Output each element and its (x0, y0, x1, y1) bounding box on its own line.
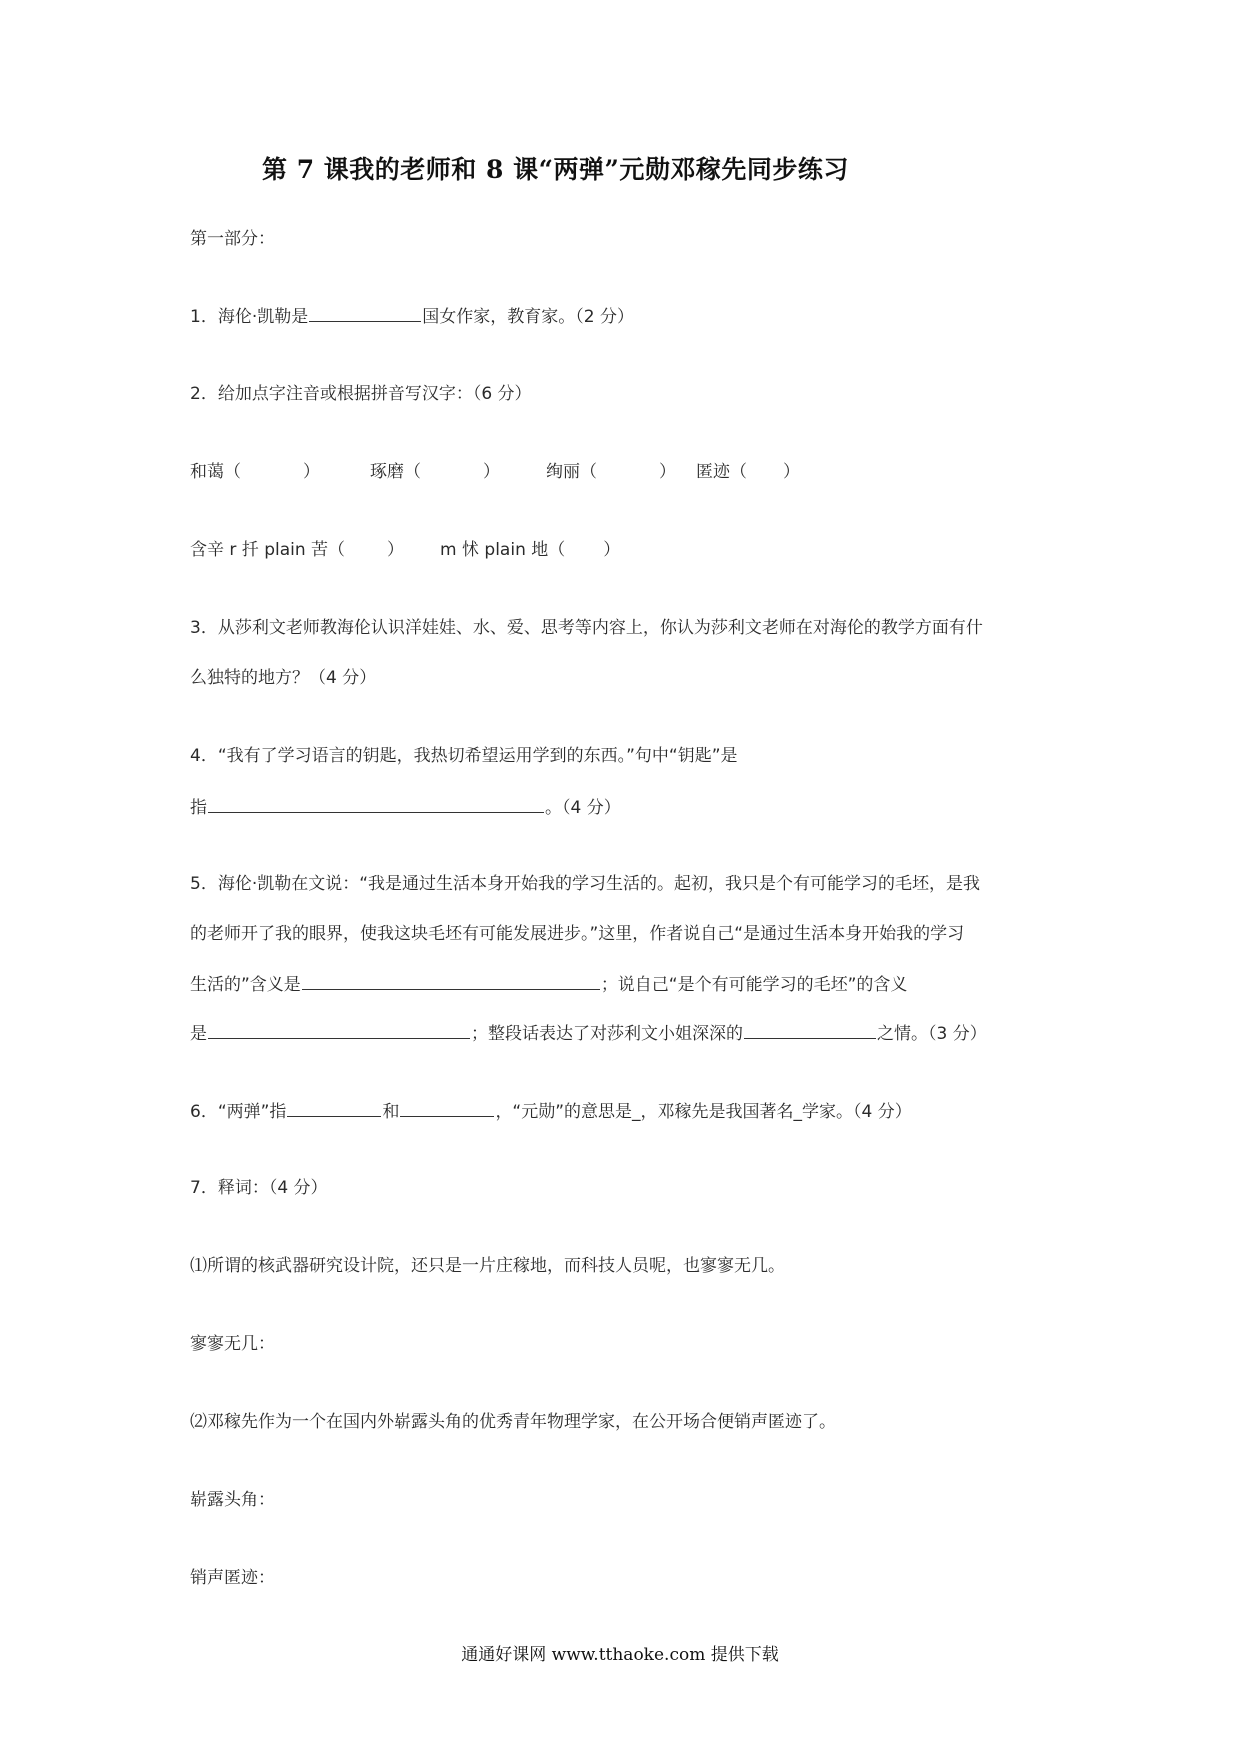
question-7: 7．释词：（4 分） (190, 1178, 328, 1198)
question-5-line-4 (190, 1021, 987, 1045)
question-5-part-b: ；说自己“是个有可能学习的毛坯”的含义 (600, 975, 908, 995)
word-mo-close: ） (603, 540, 621, 560)
question-5-line-1: 5．海伦·凯勒在文说：“我是通过生活本身开始我的学习生活的。起初，我只是个有可能学习的毛坯，是我 (190, 874, 981, 894)
word-mo: m 怵 plain 地（ (440, 540, 566, 560)
footer-credit: 通通好课网 www.tthaoke.com 提供下载 (461, 1645, 779, 1665)
question-5-part-d: ；整段话表达了对莎利文小姐深深的 (471, 1024, 743, 1044)
question-5-line-3 (190, 972, 907, 996)
section-label: 第一部分： (190, 229, 275, 249)
question-2: 2．给加点字注音或根据拼音写汉字：（6 分） (190, 384, 532, 404)
answer-blank-4[interactable] (208, 795, 544, 813)
question-6 (190, 1099, 912, 1123)
answer-blank-6b[interactable] (400, 1099, 494, 1117)
question-7-term-2: 崭露头角： (190, 1490, 275, 1510)
question-5-part-a: 生活的”含义是 (190, 975, 301, 995)
question-6-part-a: 6．“两弹”指 (190, 1102, 287, 1122)
word-heai-close: ） (303, 462, 320, 482)
question-7-sentence-1: ⑴所谓的核武器研究设计院，还只是一片庄稼地，而科技人员呢，也寥寥无几。 (190, 1256, 785, 1276)
question-1-text: 1．海伦·凯勒是 (190, 307, 309, 327)
word-zhuomo: 琢磨（ (370, 462, 421, 482)
question-6-part-c: ，“元勋”的意思是_，邓稼先是我国著名_学家。（4 分） (495, 1102, 912, 1122)
answer-blank-6a[interactable] (287, 1099, 381, 1117)
answer-blank-5a[interactable] (302, 972, 600, 990)
answer-blank-5c[interactable] (744, 1021, 876, 1039)
word-niji-close: ） (783, 462, 800, 482)
question-3-line-1: 3．从莎利文老师教海伦认识洋娃娃、水、爱、思考等内容上，你认为莎利文老师在对海伦的教学方面有什 (190, 618, 983, 638)
question-7-sentence-2: ⑵邓稼先作为一个在国内外崭露头角的优秀青年物理学家，在公开场合便销声匿迹了。 (190, 1412, 836, 1432)
question-5-part-e: 之情。（3 分） (877, 1024, 987, 1044)
question-7-term-1: 寥寥无几： (190, 1334, 275, 1354)
question-7-term-3: 销声匿迹： (190, 1568, 275, 1588)
word-xuanli-close: ） (659, 462, 676, 482)
question-4-line-2 (190, 795, 621, 819)
question-5-line-2: 的老师开了我的眼界，使我这块毛坯有可能发展进步。”这里，作者说自己“是通过生活本身开始我的学习 (190, 924, 965, 944)
question-1-tail: 国女作家，教育家。（2 分） (422, 307, 634, 327)
answer-blank-5b[interactable] (208, 1021, 470, 1039)
question-6-part-b: 和 (382, 1102, 400, 1122)
question-2-row-2 (190, 539, 620, 561)
question-3-line-2: 么独特的地方？（4 分） (190, 668, 377, 688)
word-heai: 和蔼（ (190, 462, 241, 482)
word-hanxin-close: ） (387, 540, 405, 560)
question-4-line-1: 4．“我有了学习语言的钥匙，我热切希望运用学到的东西。”句中“钥匙”是 (190, 746, 738, 766)
question-5-part-c: 是 (190, 1024, 207, 1044)
question-1 (190, 304, 634, 328)
question-4-prefix: 指 (190, 798, 207, 818)
word-niji: 匿迹（ (696, 462, 747, 482)
word-xuanli: 绚丽（ (546, 462, 597, 482)
word-hanxin: 含辛 r 扦 plain 苦（ (190, 540, 346, 560)
question-2-row-1 (190, 461, 800, 483)
page-title: 第 7 课我的老师和 8 课“两弹”元勋邓稼先同步练习 (262, 155, 849, 184)
question-4-tail: 。（4 分） (545, 798, 621, 818)
word-zhuomo-close: ） (483, 462, 500, 482)
answer-blank-1[interactable] (309, 304, 421, 322)
